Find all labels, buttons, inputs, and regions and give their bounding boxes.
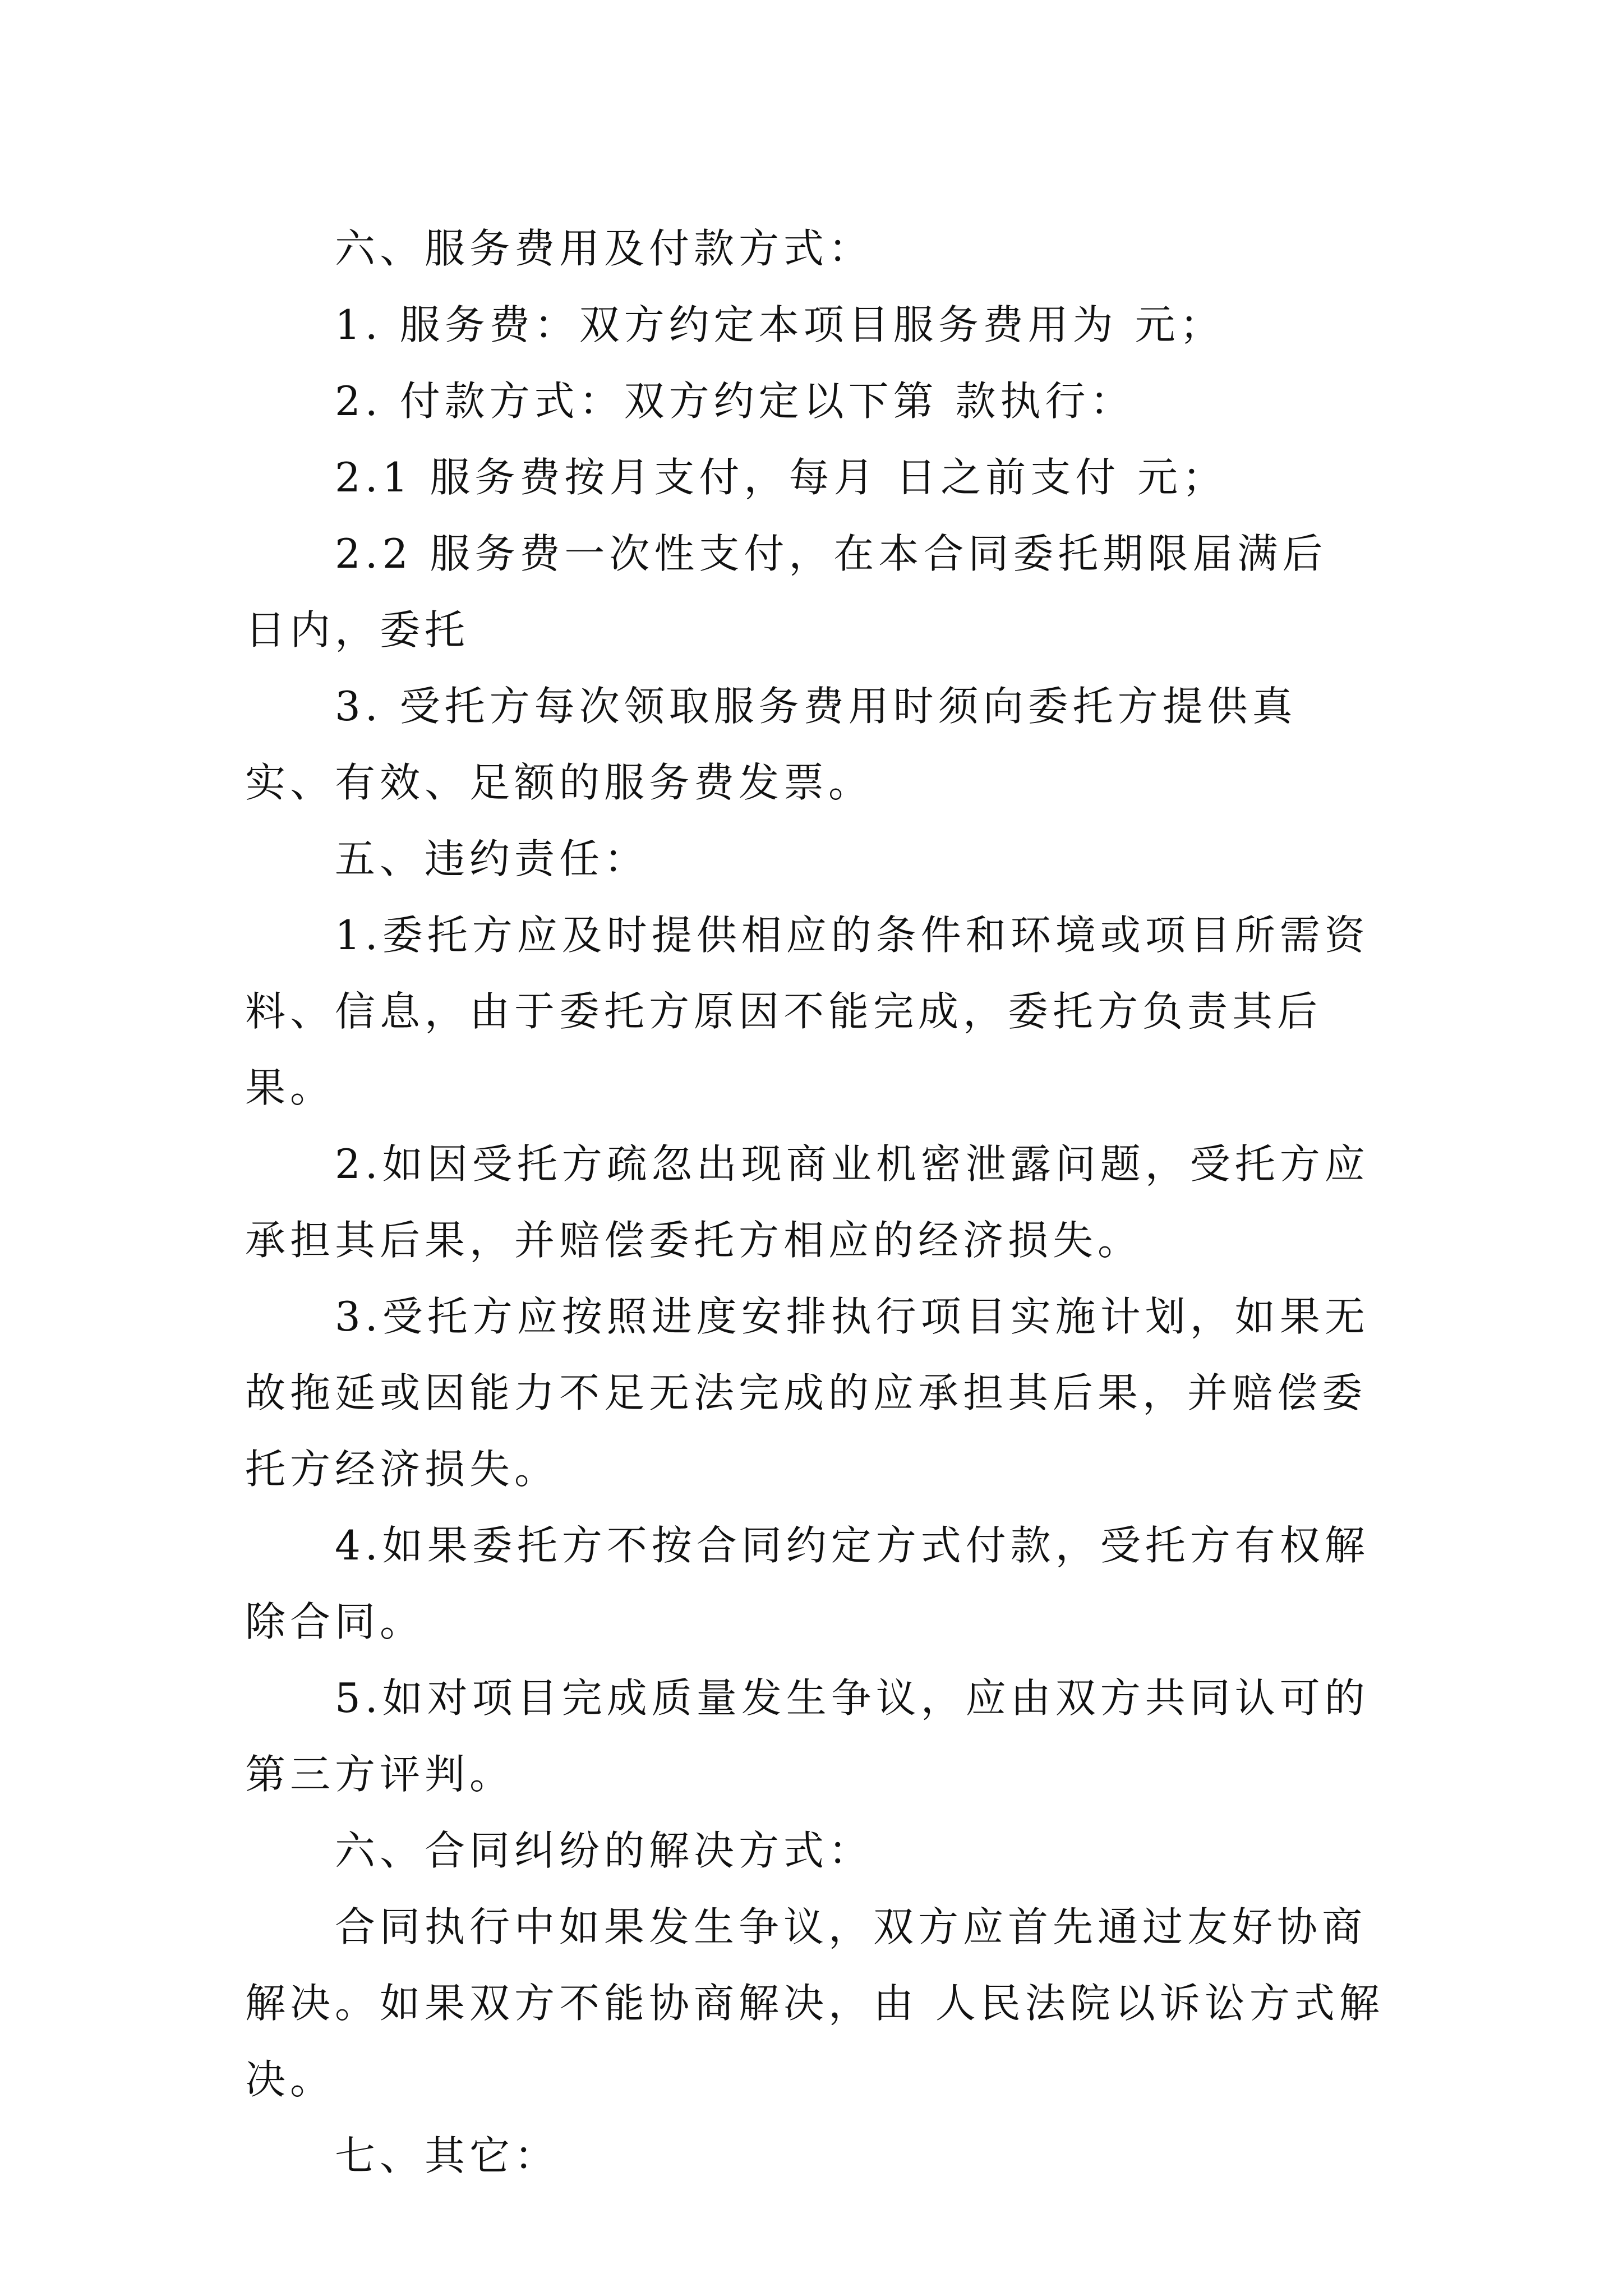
clause-service-fee: 1. 服务费：双方约定本项目服务费用为 元； <box>335 301 1225 348</box>
clause-invoice: 3. 受托方每次领取服务费用时须向委托方提供真实、有效、足额的服务费发票。 <box>245 683 1297 806</box>
clause-liability-2: 2.如因受托方疏忽出现商业机密泄露问题，受托方应承担其后果，并赔偿委托方相应的经济损失。 <box>245 1140 1370 1264</box>
clause-one-time-payment: 2.2 服务费一次性支付，在本合同委托期限届满后 日内，委托 <box>245 530 1327 654</box>
section-heading-fees: 六、服务费用及付款方式： <box>335 225 874 272</box>
clause-liability-3: 3.受托方应按照进度安排执行项目实施计划，如果无故拖延或因能力不足无法完成的应承担其后果，并赔偿委托方经济损失。 <box>245 1293 1370 1493</box>
clause-liability-4: 4.如果委托方不按合同约定方式付款，受托方有权解除合同。 <box>245 1522 1370 1645</box>
clause-monthly-payment: 2.1 服务费按月支付，每月 日之前支付 元； <box>335 454 1228 501</box>
document-body <box>245 210 1386 2194</box>
clause-disputes: 合同执行中如果发生争议，双方应首先通过友好协商解决。如果双方不能协商解决，由 人民法院以诉讼方式解决。 <box>245 1903 1384 2103</box>
section-heading-disputes: 六、合同纠纷的解决方式： <box>335 1827 874 1874</box>
clause-payment-method: 2. 付款方式：双方约定以下第 款执行： <box>335 378 1135 425</box>
section-heading-liability: 五、违约责任： <box>335 835 649 882</box>
clause-liability-5: 5.如对项目完成质量发生争议，应由双方共同认可的第三方评判。 <box>245 1674 1370 1798</box>
section-heading-other: 七、其它： <box>335 2132 560 2179</box>
clause-liability-1: 1.委托方应及时提供相应的条件和环境或项目所需资料、信息，由于委托方原因不能完成，委托方负责其后果。 <box>245 912 1370 1111</box>
